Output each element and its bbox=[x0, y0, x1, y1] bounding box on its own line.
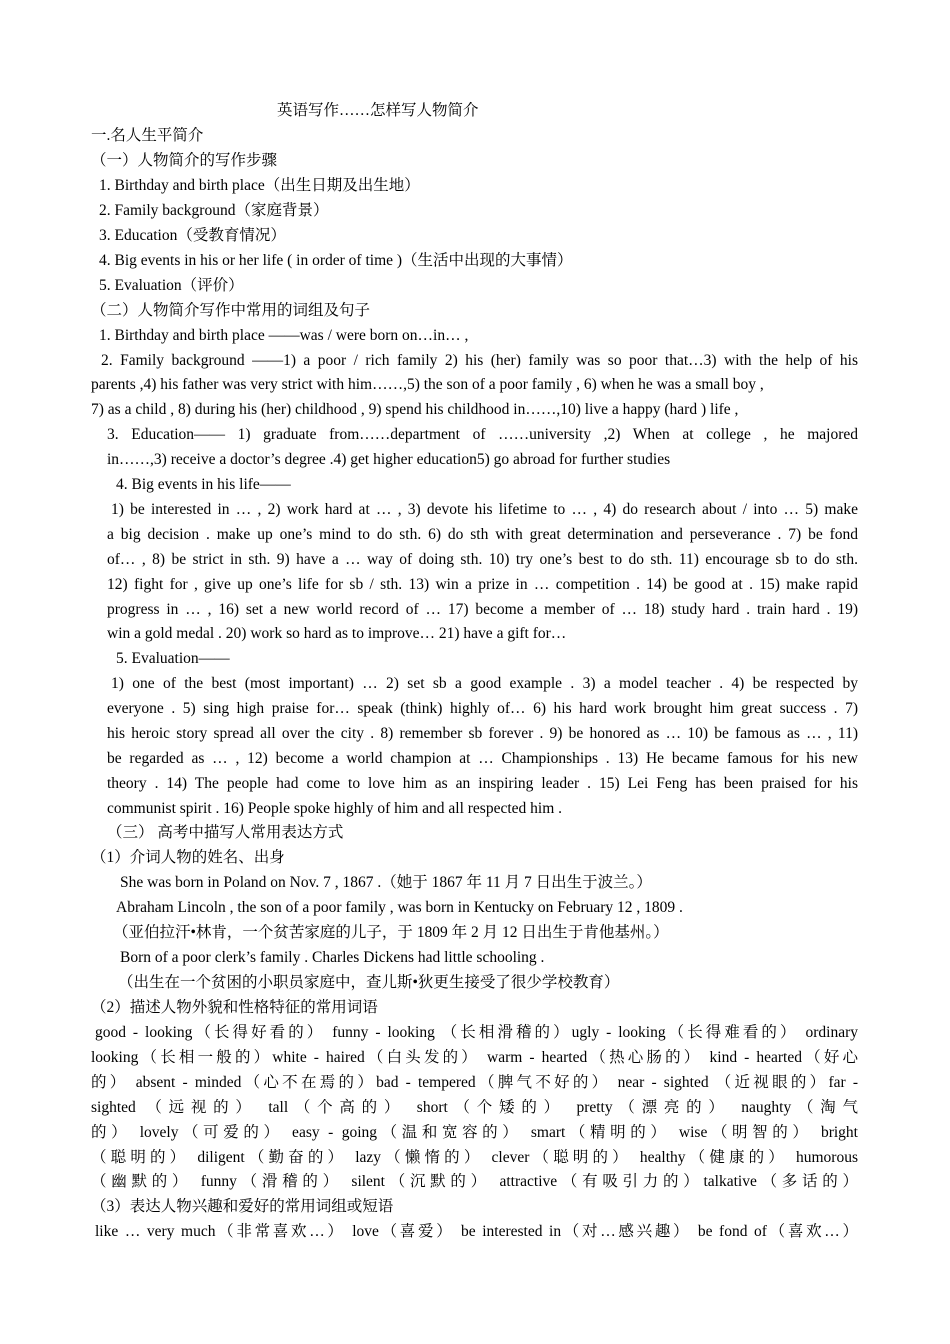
example-sentence: She was born in Poland on Nov. 7 , 1867 .（她于 1867 年 11 月 7 日出生于波兰。） bbox=[120, 874, 652, 891]
subsection-heading: （一）人物简介的写作步骤 bbox=[91, 152, 278, 169]
vocab-line: like … very much（非常喜欢…） love（喜爱） be interested in（对…感兴趣） be fond of（喜欢…） bbox=[95, 1223, 858, 1240]
phrase-line: his heroic story spread all over the city . 8) remember sb forever . 9) be honored as … 10) be famous as … , 11) bbox=[107, 725, 858, 742]
vocab-line: 的） absent - minded（心不在焉的）bad - tempered（脾气不好的） near - sighted （近视眼的）far - bbox=[91, 1074, 858, 1091]
phrase-line: parents ,4) his father was very strict with him……,5) the son of a poor family , 6) when he was a small boy , bbox=[91, 376, 764, 393]
phrase-line: 1) be interested in … , 2) work hard at … , 3) devote his lifetime to … , 4) do research about / into … 5) make bbox=[111, 501, 858, 518]
subsection-heading: （3）表达人物兴趣和爱好的常用词组或短语 bbox=[91, 1198, 394, 1215]
step-item: 5. Evaluation（评价） bbox=[99, 277, 244, 294]
section-heading: 一.名人生平简介 bbox=[91, 127, 204, 144]
phrase-heading: 4. Big events in his life—— bbox=[116, 476, 291, 493]
subsection-heading: （三） 高考中描写人常用表达方式 bbox=[107, 824, 344, 841]
phrase-line: 7) as a child , 8) during his (her) childhood , 9) spend his childhood in……,10) live a happy (hard ) life , bbox=[91, 401, 739, 418]
vocab-line: （幽默的） funny（滑稽的） silent（沉默的） attractive（有吸引力的）talkative（多话的） bbox=[91, 1173, 858, 1190]
example-translation: （出生在一个贫困的小职员家庭中，查儿斯•狄更生接受了很少学校教育） bbox=[118, 974, 620, 991]
step-item: 3. Education（受教育情况） bbox=[99, 227, 286, 244]
step-item: 2. Family background（家庭背景） bbox=[99, 202, 329, 219]
document-title: 英语写作……怎样写人物简介 bbox=[277, 102, 479, 119]
phrase-line: a big decision . make up one’s mind to do sth. 6) do sth with great determination and perseverance . 7) be fond bbox=[107, 526, 858, 543]
phrase-line: 1. Birthday and birth place ——was / were born on…in… , bbox=[99, 327, 469, 344]
phrase-line: of… , 8) be strict in sth. 9) have a … way of doing sth. 10) try one’s best to do sth. 11) encourage sb to do sth. bbox=[107, 551, 858, 568]
phrase-line: theory . 14) The people had come to love him as an inspiring leader . 15) Lei Feng has been praised for his bbox=[107, 775, 858, 792]
phrase-line: progress in … , 16) set a new world record of … 17) become a member of … 18) study hard . train hard . 19) bbox=[107, 601, 858, 618]
phrase-line: everyone . 5) sing high praise for… speak (think) highly of… 6) his hard work brought him great success . 7) bbox=[107, 700, 858, 717]
subsection-heading: （二）人物简介写作中常用的词组及句子 bbox=[91, 302, 371, 319]
subsection-heading: （2）描述人物外貌和性格特征的常用词语 bbox=[91, 999, 378, 1016]
example-sentence: Born of a poor clerk’s family . Charles Dickens had little schooling . bbox=[120, 949, 545, 966]
phrase-line: in……,3) receive a doctor’s degree .4) get higher education5) go abroad for further studies bbox=[107, 451, 671, 468]
phrase-line: 1) one of the best (most important) … 2) set sb a good example . 3) a model teacher . 4) be respected by bbox=[111, 675, 858, 692]
phrase-line: win a gold medal . 20) work so hard as to improve… 21) have a gift for… bbox=[107, 625, 567, 642]
vocab-line: 的） lovely（可爱的） easy - going（温和宽容的） smart（精明的） wise（明智的） bright bbox=[91, 1124, 858, 1141]
step-item: 1. Birthday and birth place（出生日期及出生地） bbox=[99, 177, 420, 194]
vocab-line: good - looking（长得好看的） funny - looking （长相滑稽的）ugly - looking（长得难看的） ordinary bbox=[95, 1024, 858, 1041]
phrase-line: 12) fight for , give up one’s life for sb / sth. 13) win a prize in … competition . 14) be good at . 15) make rapid bbox=[107, 576, 858, 593]
step-item: 4. Big events in his or her life ( in order of time )（生活中出现的大事情） bbox=[99, 252, 573, 269]
vocab-line: （聪明的） diligent（勤奋的） lazy（懒惰的） clever（聪明的） healthy（健康的） humorous bbox=[91, 1149, 858, 1166]
vocab-line: sighted （远视的） tall（个高的） short（个矮的） pretty（漂亮的） naughty（淘气 bbox=[91, 1099, 858, 1116]
phrase-heading: 5. Evaluation—— bbox=[116, 650, 230, 667]
phrase-line: 3. Education—— 1) graduate from……department of ……university ,2) When at college , he majored bbox=[107, 426, 858, 443]
example-translation: （亚伯拉汗•林肯，一个贫苦家庭的儿子，于 1809 年 2 月 12 日出生于肯他基州。） bbox=[113, 924, 669, 941]
vocab-line: looking（长相一般的）white - haired（白头发的） warm - hearted（热心肠的） kind - hearted（好心 bbox=[91, 1049, 858, 1066]
phrase-line: 2. Family background ——1) a poor / rich family 2) his (her) family was so poor that…3) with the help of his bbox=[101, 352, 858, 369]
example-sentence: Abraham Lincoln , the son of a poor family , was born in Kentucky on February 12 , 1809 . bbox=[116, 899, 683, 916]
subsection-heading: （1）介词人物的姓名、出身 bbox=[91, 849, 285, 866]
phrase-line: be regarded as … , 12) become a world champion at … Championships . 13) He became famous for his new bbox=[107, 750, 858, 767]
phrase-line: communist spirit . 16) People spoke highly of him and all respected him . bbox=[107, 800, 563, 817]
